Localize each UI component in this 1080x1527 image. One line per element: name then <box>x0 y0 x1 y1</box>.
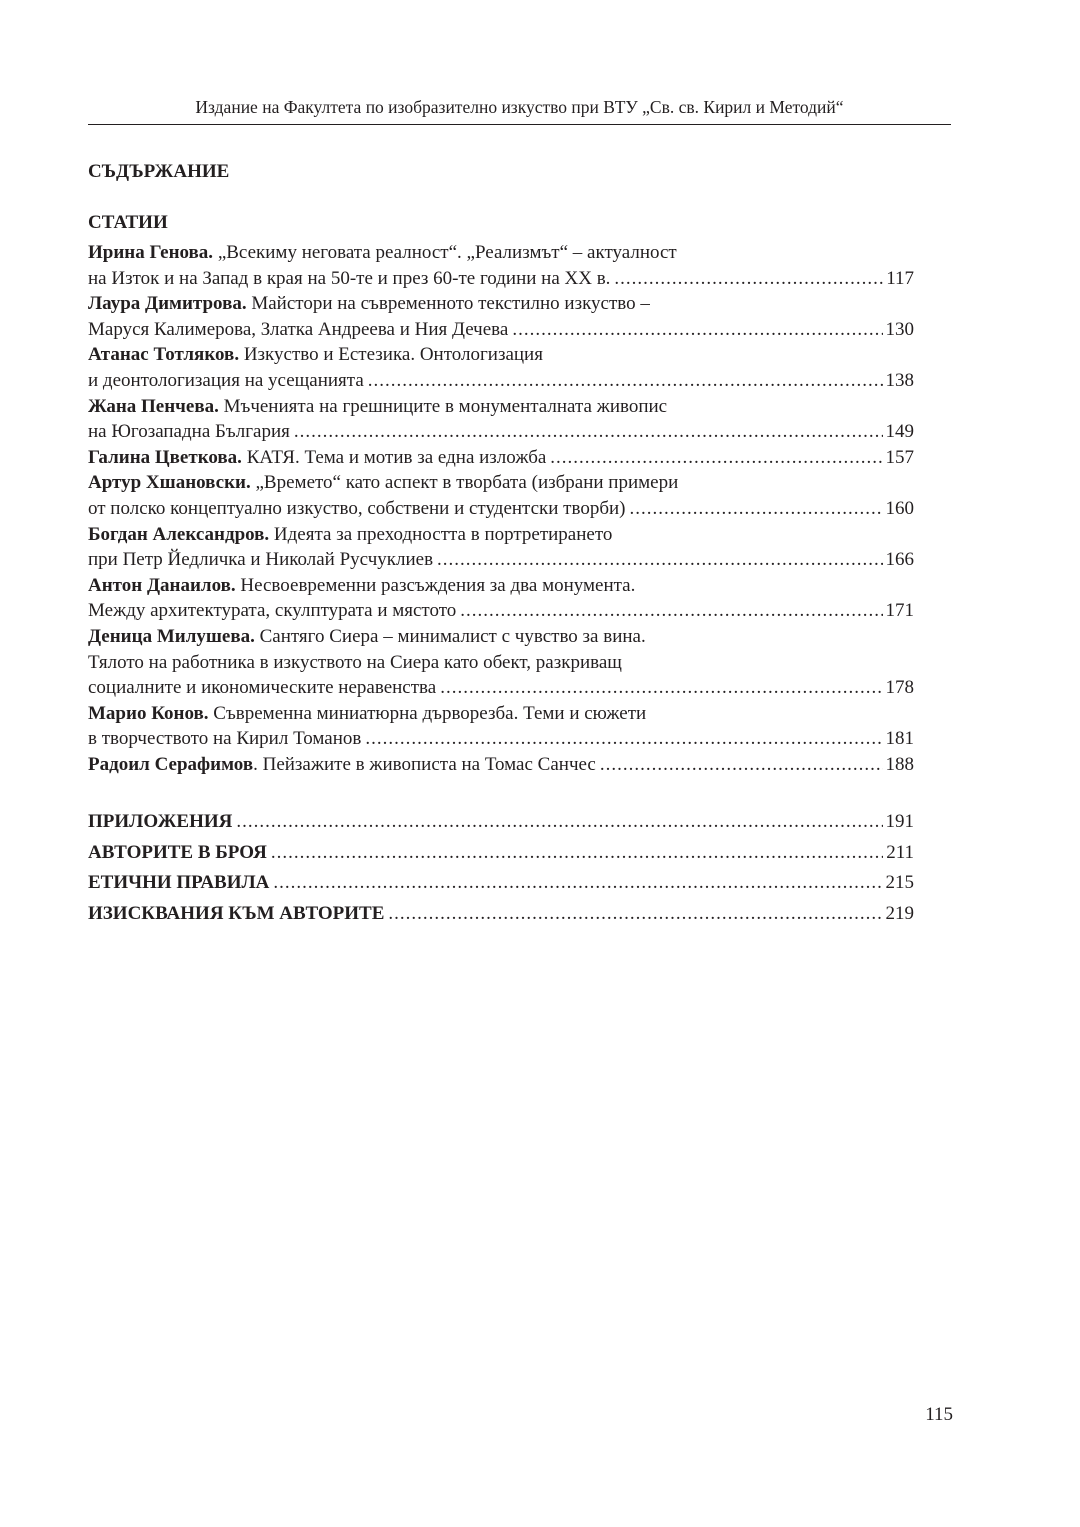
toc-title: СЪДЪРЖАНИЕ <box>88 161 230 182</box>
entry-title-line: Сантяго Сиера – минималист с чувство за вина. <box>259 625 646 647</box>
dot-leader <box>614 266 883 292</box>
dot-leader <box>368 368 883 394</box>
toc-entry-last-line <box>88 752 914 778</box>
toc-entry-author-requirements[interactable] <box>88 899 914 930</box>
toc-entry-last-line <box>88 317 914 343</box>
entry-title-line: в творчеството на Кирил Томанов <box>88 728 362 750</box>
toc-entry-line <box>88 522 914 548</box>
entry-page-number: 215 <box>885 872 914 894</box>
entry-title-line: Съвременна миниатюрна дърворезба. Теми и сюжети <box>213 702 647 724</box>
entry-title-line: от полско концептуално изкуство, собствени и студентски творби) <box>88 497 626 519</box>
entry-title-line: Изкуство и Естезика. Онтологизация <box>243 344 543 366</box>
entry-page-number: 149 <box>885 421 914 443</box>
toc-entry-line <box>88 291 914 317</box>
toc-entry[interactable] <box>88 342 914 393</box>
entry-title-line: на Изток и на Запад в края на 50-те и през 60-те години на ХХ в. <box>88 267 611 289</box>
entry-page-number: 117 <box>886 267 914 289</box>
toc-entry[interactable] <box>88 394 914 445</box>
toc-entry-last-line <box>88 419 914 445</box>
entry-page-number: 166 <box>885 549 914 571</box>
toc-entry-last-line <box>88 598 914 624</box>
dot-leader <box>600 752 883 778</box>
entry-title-line: „Всекиму неговата реалност“. „Реализмът“ – актуалност <box>217 242 677 263</box>
entry-author: Антон Данаилов. <box>88 574 236 596</box>
toc-entry[interactable] <box>88 291 914 342</box>
toc-entry-appendices[interactable] <box>88 807 914 838</box>
dot-leader <box>437 547 882 573</box>
toc-entry-last-line <box>88 547 914 573</box>
toc-entry[interactable] <box>88 752 914 778</box>
entry-page-number: 138 <box>885 369 914 391</box>
entry-page-number: 130 <box>885 318 914 340</box>
dot-leader <box>236 807 882 838</box>
entry-title-line: Идеята за преходността в портретирането <box>273 523 613 545</box>
toc-entry-authors-in-issue[interactable] <box>88 838 914 869</box>
toc-entry-last-line <box>88 496 914 522</box>
header-rule <box>88 124 951 125</box>
toc-entry-line <box>88 394 914 420</box>
entry-author: Деница Милушева. <box>88 625 255 647</box>
toc-entry-last-line <box>88 368 914 394</box>
entry-page-number: 160 <box>885 497 914 519</box>
dot-leader <box>365 726 882 752</box>
toc-entry-last-line <box>88 675 914 701</box>
toc-entry-last-line <box>88 726 914 752</box>
dot-leader <box>440 675 882 701</box>
toc-entry-line <box>88 342 914 368</box>
entry-title-line: Маруся Калимерова, Златка Андреева и Ния Дечева <box>88 318 509 340</box>
toc-entry-line <box>88 650 914 676</box>
entry-author: Артур Хшановски. <box>88 472 251 494</box>
appendix-title: ИЗИСКВАНИЯ КЪМ АВТОРИТЕ <box>88 903 385 925</box>
dot-leader <box>273 868 882 899</box>
toc-entry[interactable] <box>88 240 914 291</box>
toc-entry-line <box>88 240 914 266</box>
entry-page-number: 219 <box>885 903 914 925</box>
section-heading-articles: СТАТИИ <box>88 212 168 233</box>
entry-page-number: 211 <box>886 841 914 863</box>
dot-leader <box>550 445 882 471</box>
entry-author: Лаура Димитрова. <box>88 293 247 315</box>
toc-entry[interactable] <box>88 522 914 573</box>
toc-entry[interactable] <box>88 573 914 624</box>
toc-entry[interactable] <box>88 624 914 701</box>
toc-entry-last-line <box>88 445 914 471</box>
entry-title-line: при Петр Йедличка и Николай Русчуклиев <box>88 549 434 571</box>
toc-entry-line <box>88 573 914 599</box>
entry-page-number: 178 <box>885 677 914 699</box>
entry-title-line: Тялото на работника в изкуството на Сиера като обект, разкриващ <box>88 651 622 673</box>
entry-author: Марио Конов. <box>88 702 209 724</box>
entry-title-line: КАТЯ. Тема и мотив за една изложба <box>246 446 547 468</box>
entry-author: Ирина Генова. <box>88 242 214 263</box>
dot-leader <box>512 317 882 343</box>
dot-leader <box>460 598 882 624</box>
toc-entry-ethics-rules[interactable] <box>88 868 914 899</box>
entry-title-line: социалните и икономическите неравенства <box>88 677 437 699</box>
toc-entry[interactable] <box>88 470 914 521</box>
toc-entry[interactable] <box>88 701 914 752</box>
entry-page-number: 181 <box>885 728 914 750</box>
entry-title-line: Несвоевременни разсъждения за два монумента. <box>240 574 636 596</box>
running-head: Издание на Факултета по изобразително изкуство при ВТУ „Св. св. Кирил и Методий“ <box>195 97 844 117</box>
toc-entry-line <box>88 701 914 727</box>
dot-leader <box>629 496 882 522</box>
dot-leader <box>294 419 883 445</box>
toc-entry-line <box>88 470 914 496</box>
entry-title-line: „Времето“ като аспект в творбата (избрани примери <box>255 472 679 494</box>
entry-author: Галина Цветкова. <box>88 446 242 468</box>
entry-title-line: Мъченията на грешниците в монументалната живопис <box>223 395 668 417</box>
entry-author: Жана Пенчева. <box>88 395 219 417</box>
entry-title-line: на Югозападна България <box>88 421 290 443</box>
entry-author: Богдан Александров. <box>88 523 270 545</box>
entry-page-number: 171 <box>885 600 914 622</box>
dot-leader <box>388 899 882 930</box>
entry-title-line: Майстори на съвременното текстилно изкуство – <box>251 293 650 315</box>
entry-page-number: 188 <box>885 753 914 775</box>
appendix-title: ПРИЛОЖЕНИЯ <box>88 811 233 832</box>
appendix-list <box>88 807 914 930</box>
entry-author: Радоил Серафимов <box>88 753 254 775</box>
toc-entry[interactable] <box>88 445 914 471</box>
entry-title-line: . Пейзажите в живописта на Томас Санчес <box>253 753 596 775</box>
toc-entry-last-line <box>88 266 914 292</box>
articles-list <box>88 240 914 777</box>
toc-entry-line <box>88 624 914 650</box>
entry-title-line: и деонтологизация на усещанията <box>88 369 364 391</box>
entry-page-number: 157 <box>885 446 914 468</box>
entry-author: Атанас Тотляков. <box>88 344 240 366</box>
appendix-title: АВТОРИТЕ В БРОЯ <box>88 841 267 863</box>
dot-leader <box>271 838 883 869</box>
page-number: 115 <box>925 1404 953 1425</box>
appendix-title: ЕТИЧНИ ПРАВИЛА <box>88 872 270 894</box>
entry-page-number: 191 <box>885 811 914 832</box>
entry-title-line: Между архитектурата, скулптурата и мястото <box>88 600 457 622</box>
